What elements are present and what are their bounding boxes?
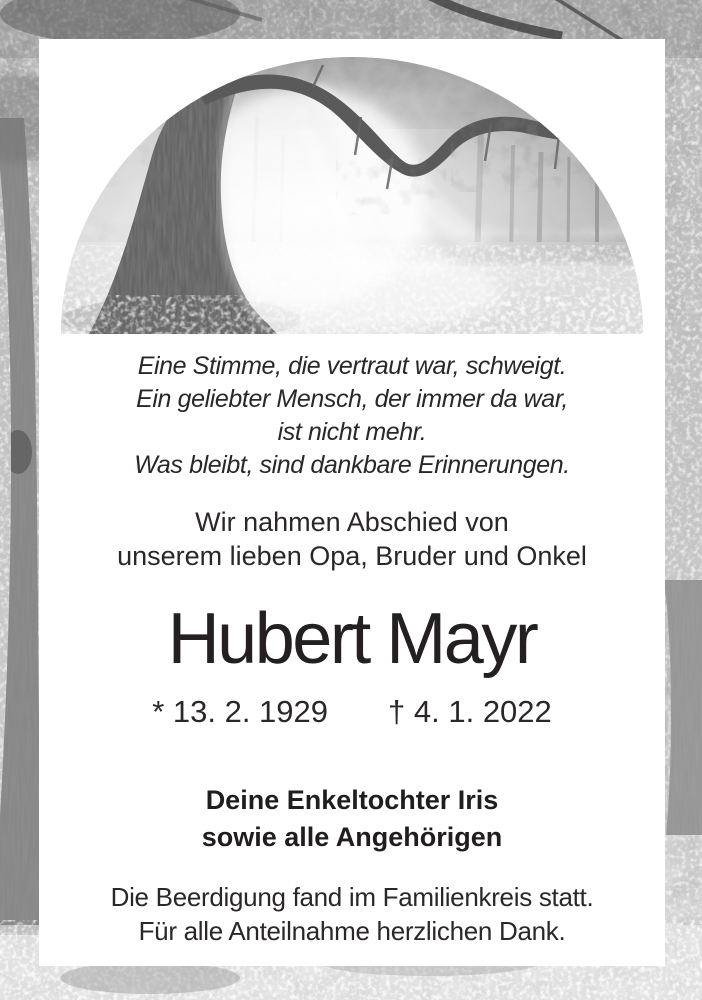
intro-line: unserem lieben Opa, Bruder und Onkel (117, 541, 587, 571)
closing-line: Für alle Anteilnahme herzlichen Dank. (138, 916, 566, 946)
intro-line: Wir nahmen Abschied von (195, 507, 509, 537)
arch-memorial-photo (61, 57, 643, 334)
poem-line: Eine Stimme, die vertraut war, schweigt. (137, 352, 567, 380)
death-date: † 4. 1. 2022 (388, 694, 552, 729)
poem-line: Ein geliebter Mensch, der immer da war, (136, 385, 568, 413)
closing-line: Die Beerdigung fand im Familienkreis statt. (110, 882, 594, 912)
obituary-card (39, 39, 665, 966)
closing-note (39, 880, 665, 948)
family-line: sowie alle Angehörigen (201, 822, 503, 852)
birth-date: * 13. 2. 1929 (152, 694, 329, 729)
deceased-name: Hubert Mayr (167, 599, 537, 679)
family-line: Deine Enkeltochter Iris (205, 785, 499, 815)
poem-line: Was bleibt, sind dankbare Erinnerungen. (134, 451, 570, 479)
life-dates (39, 692, 665, 732)
farewell-intro (39, 505, 665, 573)
mourning-family (39, 782, 665, 856)
memorial-poem (39, 350, 665, 482)
poem-line: ist nicht mehr. (277, 418, 427, 446)
